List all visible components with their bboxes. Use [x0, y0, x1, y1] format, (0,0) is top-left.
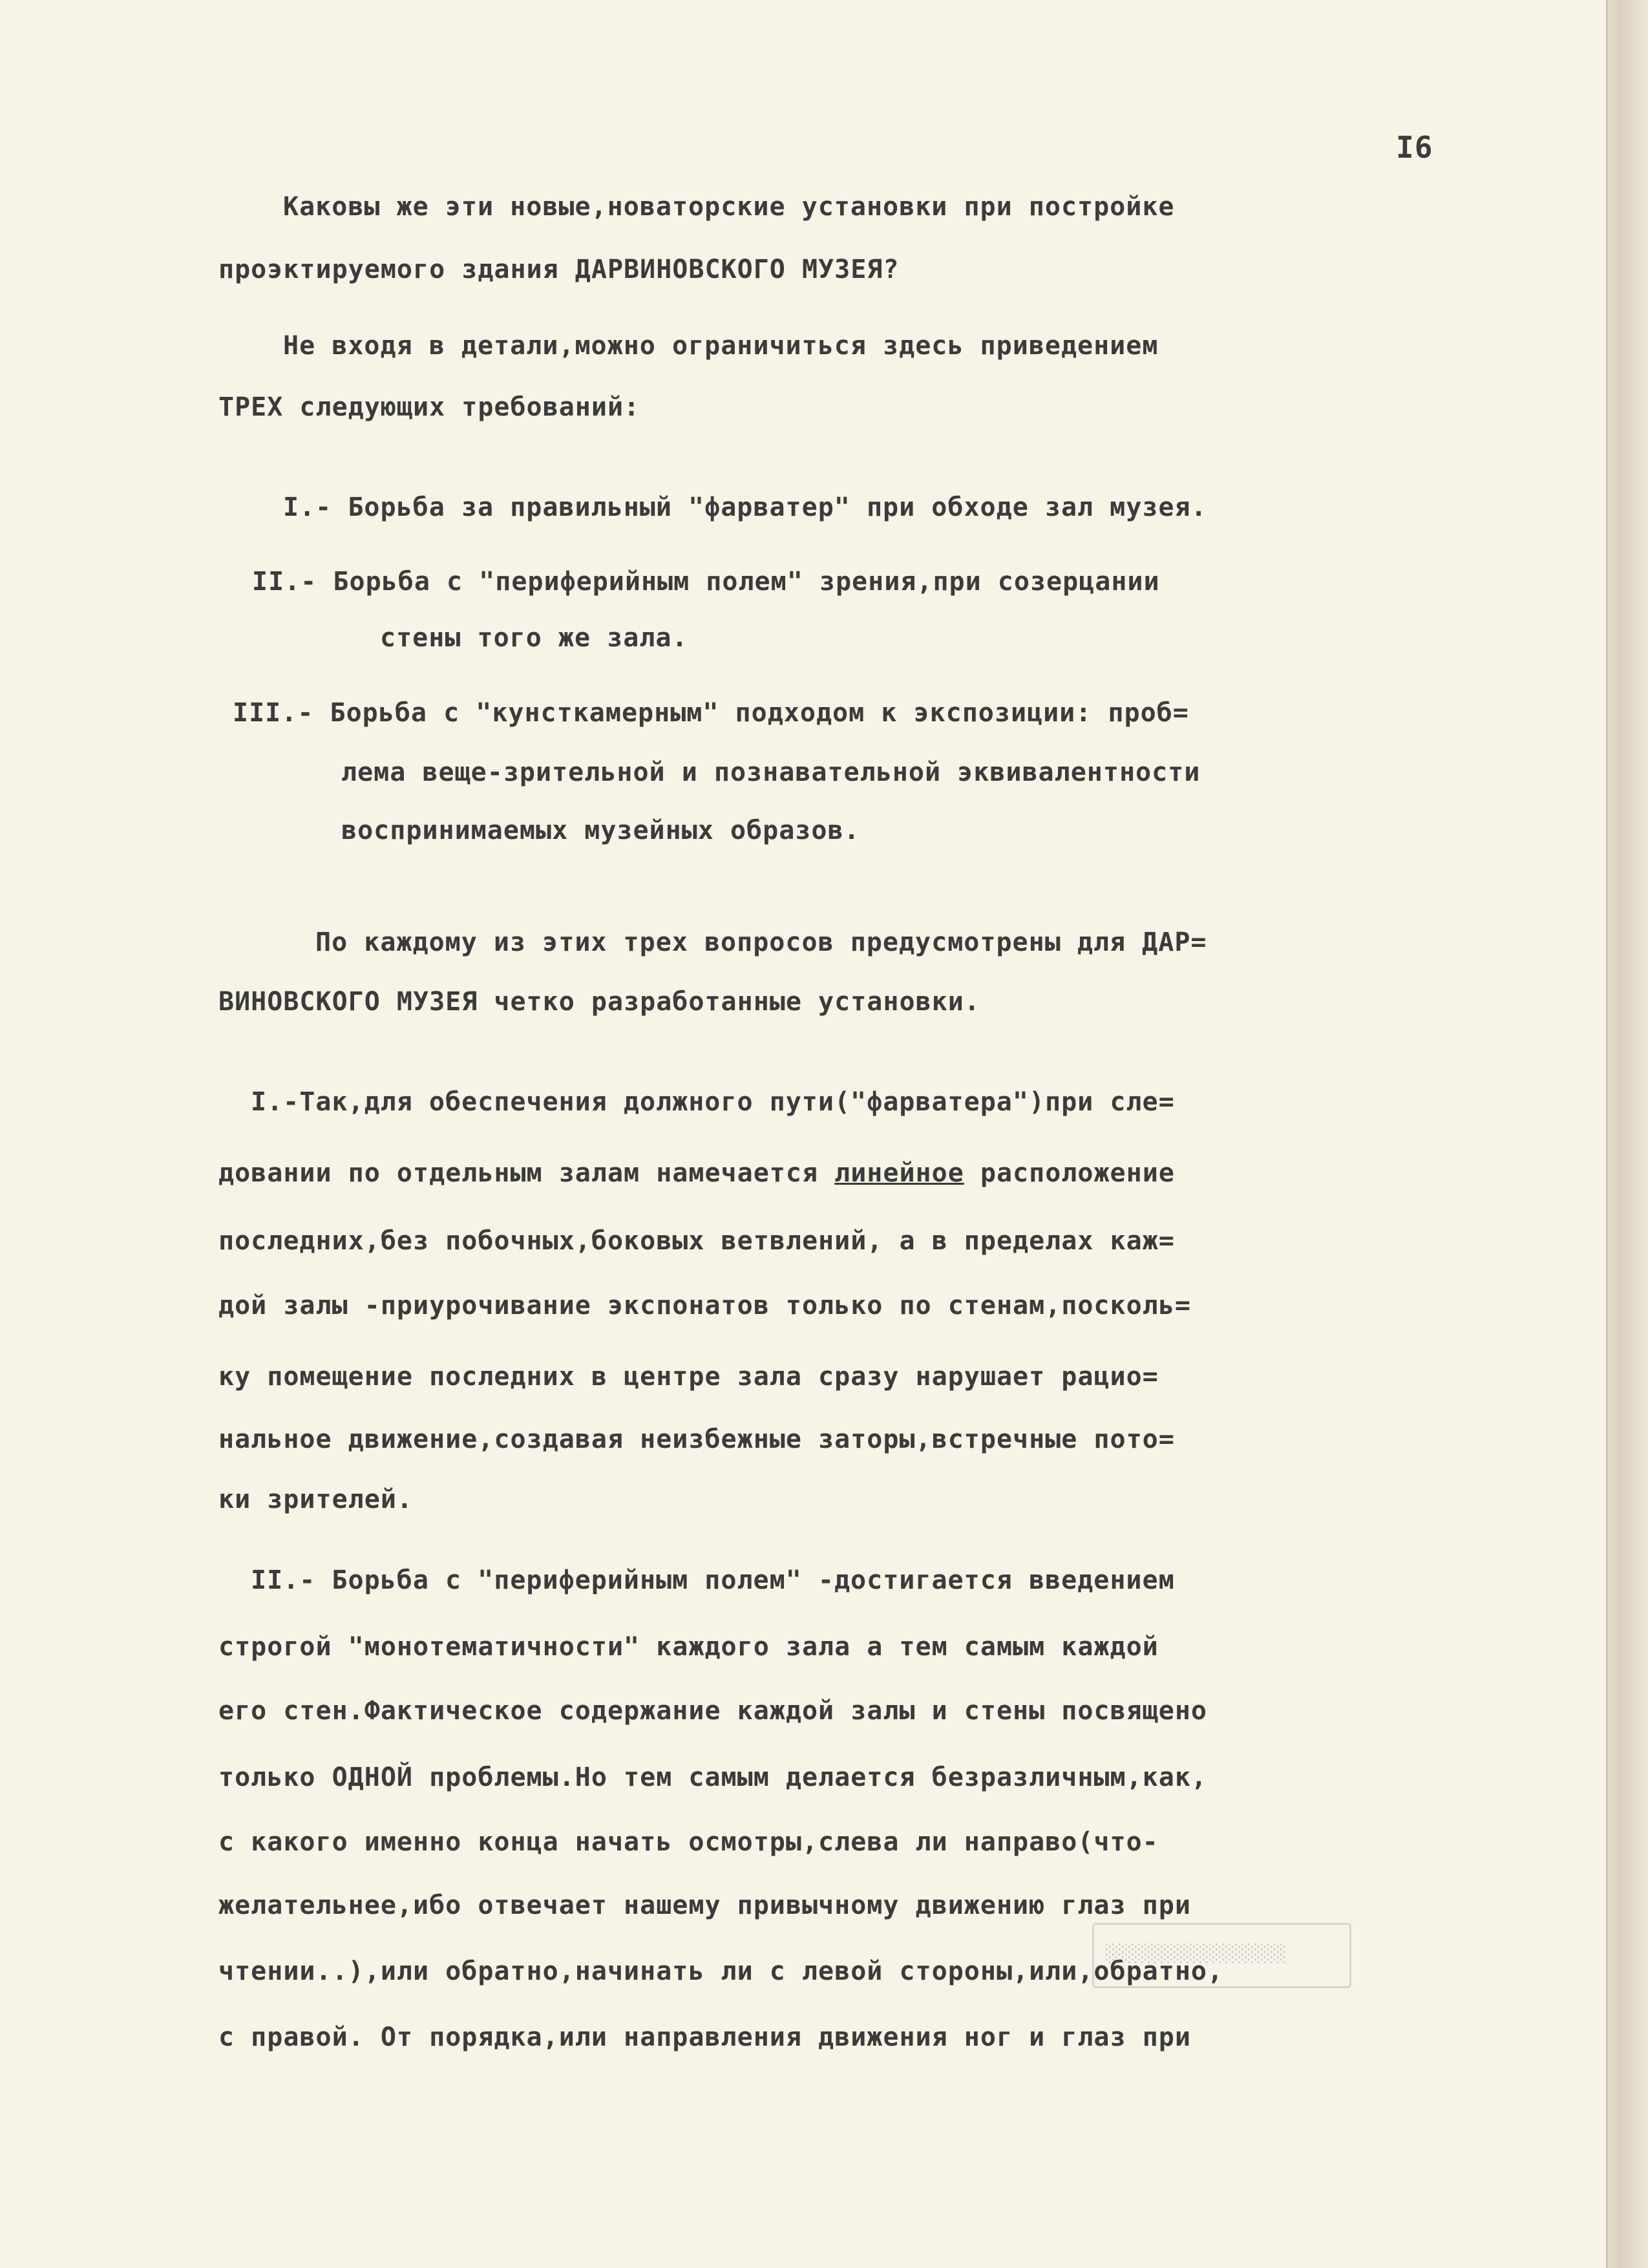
text-segment: расположение: [980, 1158, 1175, 1188]
stamp-text: ░░░░░░░░░░░░░░: [1106, 1944, 1287, 1964]
text-line: ки зрителей.: [218, 1485, 413, 1514]
text-line: с какого именно конца начать осмотры,слева ли направо(что-: [218, 1827, 1159, 1857]
text-line: последних,без побочных,боковых ветвлений, а в пределах каж=: [218, 1226, 1175, 1256]
text-line: желательнее,ибо отвечает нашему привычному движению глаз при: [218, 1891, 1191, 1920]
text-line: [218, 1160, 1175, 1186]
text-line: чтении..),или обратно,начинать ли с левой стороны,или,обратно,: [218, 1956, 1224, 1986]
text-line: дой залы -приурочивание экспонатов только по стенам,посколь=: [218, 1291, 1191, 1320]
faint-stamp: [1092, 1923, 1351, 1988]
text-line: только ОДНОЙ проблемы.Но тем самым делается безразличным,как,: [218, 1763, 1208, 1792]
text-line: проэктируемого здания ДАРВИНОВСКОГО МУЗЕЯ?: [218, 255, 900, 284]
list-item-2: II.- Борьба с "периферийным полем" зрения,при созерцании: [252, 567, 1160, 597]
page-edge: [1606, 0, 1648, 2268]
text-line: I.-Так,для обеспечения должного пути("фарватера")при сле=: [251, 1087, 1175, 1117]
text-line: ТРЕХ следующих требований:: [218, 392, 640, 422]
text-line: ку помещение последних в центре зала сразу нарушает рацио=: [218, 1362, 1159, 1392]
text-line: ВИНОВСКОГО МУЗЕЯ четко разработанные установки.: [218, 987, 980, 1017]
text-line: воспринимаемых музейных образов.: [341, 816, 860, 845]
text-line: строгой "монотематичности" каждого зала а тем самым каждой: [218, 1632, 1159, 1662]
underlined-word: линейное: [834, 1158, 964, 1188]
text-segment: довании по отдельным залам намечается: [218, 1158, 819, 1188]
page-number: I6: [1396, 130, 1433, 165]
text-line: стены того же зала.: [380, 623, 688, 653]
list-item-3: III.- Борьба с "кунсткамерным" подходом к экспозиции: проб=: [233, 698, 1189, 728]
text-line: Не входя в детали,можно ограничиться здесь приведением: [283, 331, 1159, 361]
text-line: Каковы же эти новые,новаторские установки при постройке: [283, 192, 1175, 222]
text-line: с правой. От порядка,или направления движения ног и глаз при: [218, 2022, 1191, 2052]
text-line: лема веще-зрительной и познавательной эквивалентности: [341, 758, 1201, 787]
text-line: II.- Борьба с "периферийным полем" -достигается введением: [251, 1565, 1175, 1595]
text-line: его стен.Фактическое содержание каждой залы и стены посвящено: [218, 1696, 1208, 1726]
list-item-1: I.- Борьба за правильный "фарватер" при обходе зал музея.: [283, 493, 1207, 522]
text-line: По каждому из этих трех вопросов предусмотрены для ДАР=: [315, 927, 1207, 957]
text-line: нальное движение,создавая неизбежные заторы,встречные пото=: [218, 1425, 1175, 1454]
